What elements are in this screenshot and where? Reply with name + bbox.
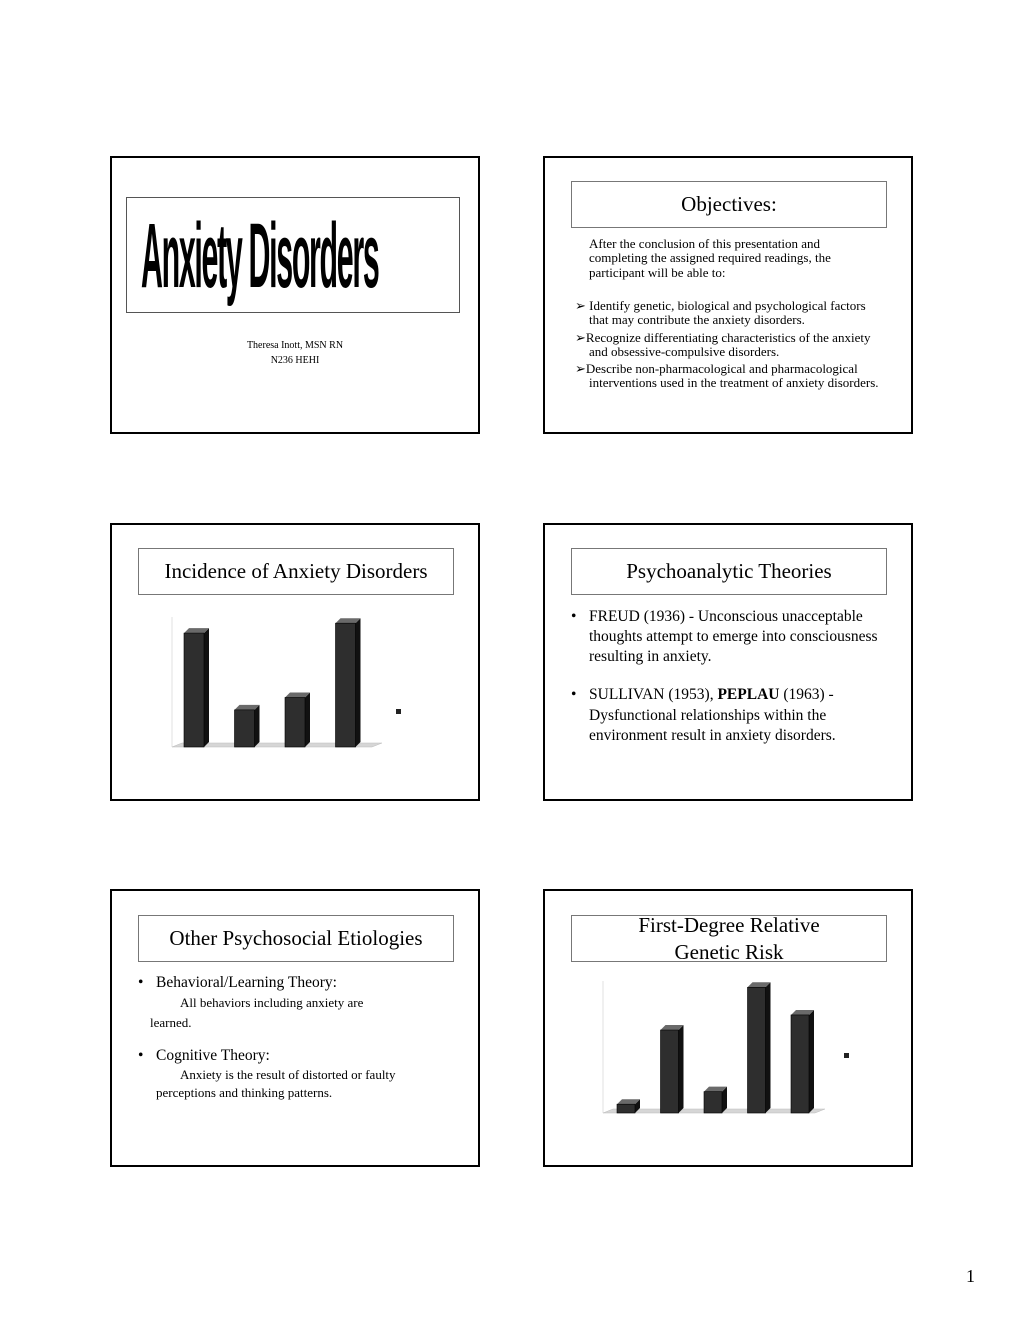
slide-5-title: Other Psychosocial Etiologies bbox=[138, 915, 454, 962]
objectives-list bbox=[575, 299, 885, 394]
chart-bar-front bbox=[184, 633, 204, 747]
chart-bar-side bbox=[679, 1025, 684, 1113]
objective-item: ➢ Identify genetic, biological and psychological factors that may contribute the anxiety disorders. bbox=[575, 298, 866, 328]
slide-6-title bbox=[571, 915, 887, 962]
slide-4 bbox=[543, 523, 913, 801]
behavioral-bullet bbox=[136, 973, 456, 1032]
objective-item: ➢Recognize differentiating characteristics of the anxiety and obsessive-compulsive disorders. bbox=[575, 329, 871, 359]
chart-legend-swatch bbox=[396, 709, 401, 714]
incidence-chart bbox=[112, 601, 478, 801]
chart-bar-side bbox=[809, 1010, 814, 1113]
chart-bar bbox=[184, 628, 209, 747]
author-name: Theresa Inott, MSN RN bbox=[246, 340, 344, 351]
cognitive-text-2: perceptions and thinking patterns. bbox=[156, 1084, 333, 1100]
slide-3-title: Incidence of Anxiety Disorders bbox=[138, 548, 454, 595]
objectives-intro: After the conclusion of this presentation and completing the assigned required readings, the participant will be able to: bbox=[589, 236, 831, 280]
chart-bar-side bbox=[356, 618, 361, 747]
chart-bar-side bbox=[305, 692, 310, 747]
slide-1 bbox=[110, 156, 480, 434]
slide-3 bbox=[110, 523, 480, 801]
behavioral-heading: • Behavioral/Learning Theory: bbox=[156, 974, 337, 991]
cognitive-heading: • Cognitive Theory: bbox=[156, 1047, 270, 1065]
theory-list bbox=[569, 607, 889, 764]
chart-bar-front bbox=[704, 1092, 722, 1113]
slide-6-title-line-1: First-Degree Relative bbox=[638, 913, 820, 938]
slide-6-title-line-2: Genetic Risk bbox=[674, 939, 784, 964]
chart-bar-front bbox=[617, 1104, 635, 1113]
chart-bar bbox=[748, 982, 771, 1113]
course-code: N236 HEHI bbox=[270, 355, 320, 366]
chart-bar-side bbox=[255, 705, 260, 747]
chart-bar bbox=[617, 1099, 640, 1113]
title-frame bbox=[126, 197, 460, 313]
sullivan-peplau-bullet: • SULLIVAN (1953), PEPLAU (1963) - Dysfunctional relationships within the environment result in anxiety disorders. bbox=[569, 685, 889, 745]
slide-2-title: Objectives: bbox=[571, 181, 887, 228]
chart-bar-front bbox=[791, 1015, 809, 1113]
chart-bar-front bbox=[748, 987, 766, 1113]
slide-1-title: Anxiety Disorders bbox=[141, 203, 379, 307]
chart-bar bbox=[791, 1010, 814, 1113]
chart-legend-swatch bbox=[844, 1053, 849, 1058]
genetic-risk-chart bbox=[545, 967, 911, 1167]
page-number: 1 bbox=[966, 1266, 975, 1286]
objective-item: ➢Describe non-pharmacological and pharmacological interventions used in the treatment of anxiety disorders. bbox=[575, 361, 879, 391]
behavioral-text-1: All behaviors including anxiety are bbox=[180, 995, 364, 1011]
chart-bar-front bbox=[661, 1030, 679, 1113]
chart-bar-side bbox=[766, 982, 771, 1113]
chart-bar-front bbox=[285, 697, 305, 747]
slide-6 bbox=[543, 889, 913, 1167]
freud-bullet: • FREUD (1936) - Unconscious unacceptable thoughts attempt to emerge into consciousness resulting in anxiety. bbox=[569, 607, 889, 667]
slide-2 bbox=[543, 156, 913, 434]
peplau-bold: PEPLAU bbox=[717, 686, 780, 704]
behavioral-text-2: learned. bbox=[150, 1014, 192, 1030]
cognitive-bullet bbox=[136, 1046, 456, 1101]
chart-bar bbox=[285, 692, 310, 747]
slide-5 bbox=[110, 889, 480, 1167]
chart-bar-front bbox=[336, 623, 356, 747]
chart-bar bbox=[661, 1025, 684, 1113]
cognitive-text-1: Anxiety is the result of distorted or faulty bbox=[180, 1067, 396, 1083]
etiology-list bbox=[136, 973, 456, 1101]
chart-bar bbox=[704, 1087, 727, 1113]
chart-bar bbox=[336, 618, 361, 747]
slide-4-title: Psychoanalytic Theories bbox=[571, 548, 887, 595]
chart-bar bbox=[235, 705, 260, 747]
chart-bar-front bbox=[235, 710, 255, 747]
chart-bar-side bbox=[204, 628, 209, 747]
